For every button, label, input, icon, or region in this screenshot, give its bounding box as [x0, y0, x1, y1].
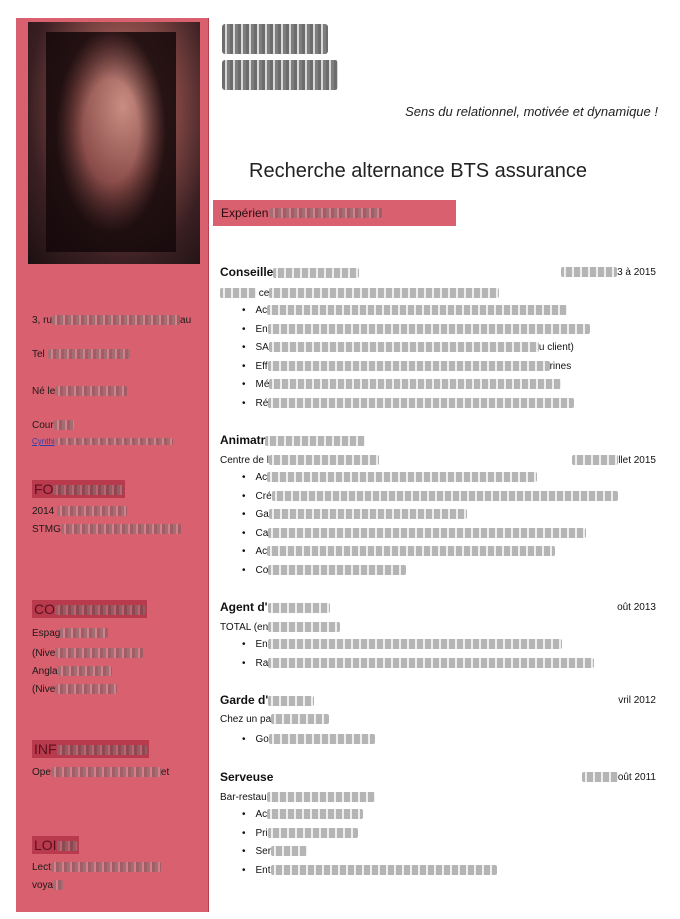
list-item: • Ra — [242, 655, 594, 674]
job-bullets — [242, 806, 497, 880]
address: 3, ru au — [32, 315, 192, 326]
list-item: • Ac — [242, 469, 618, 488]
loisirs-line: voya — [32, 880, 63, 891]
list-item: • Ac — [242, 806, 497, 825]
list-item: • Mé — [242, 376, 590, 395]
competence-line: (Nive — [32, 648, 143, 659]
job-date: oût 2011 — [582, 772, 656, 783]
job-title: Agent d' — [220, 600, 330, 614]
job-employer: TOTAL (en — [220, 622, 340, 633]
job-title: Serveuse — [220, 770, 274, 784]
page-title: Recherche alternance BTS assurance — [249, 160, 587, 182]
list-item: • Cré — [242, 488, 618, 507]
list-item: • Ac — [242, 302, 590, 321]
list-item: • Go — [242, 731, 375, 750]
list-item: • En — [242, 636, 594, 655]
email-link[interactable]: Cynthi — [32, 436, 173, 447]
tagline: Sens du relationnel, motivée et dynamique ! — [405, 104, 658, 119]
job-date: 3 à 2015 — [561, 267, 656, 278]
informatique-line: Ope et — [32, 767, 170, 778]
list-item: • Ga — [242, 506, 618, 525]
candidate-name — [222, 24, 338, 96]
job-employer: Chez un pa — [220, 714, 329, 725]
job-title: Conseille — [220, 265, 359, 279]
list-item: • SA u client) — [242, 339, 590, 358]
formation-line: STMG — [32, 524, 181, 535]
list-item: • Pri — [242, 825, 497, 844]
competence-line: Espag — [32, 628, 108, 639]
competence-line: (Nive — [32, 684, 117, 695]
birth-date: Né le — [32, 386, 127, 397]
informatique-heading: INF — [32, 740, 149, 758]
list-item: • Ré — [242, 395, 590, 414]
experience-section-heading: Expérien — [213, 200, 456, 226]
list-item: • Ent — [242, 862, 497, 881]
list-item: • Ser — [242, 843, 497, 862]
job-employer: Centre de l — [220, 455, 379, 466]
job-employer: Bar-restau — [220, 792, 375, 803]
formation-line: 2014 — [32, 506, 127, 517]
list-item: • Co — [242, 562, 618, 581]
job-date: vril 2012 — [618, 695, 656, 706]
list-item: • Ac — [242, 543, 618, 562]
job-date: llet 2015 — [572, 455, 656, 466]
loisirs-line: Lect — [32, 862, 161, 873]
loisirs-heading: LOI — [32, 836, 79, 854]
list-item: • Eff rines — [242, 358, 590, 377]
job-employer: ce — [220, 288, 499, 299]
job-title: Garde d' — [220, 693, 314, 707]
job-date: oût 2013 — [617, 602, 656, 613]
list-item: • En — [242, 321, 590, 340]
competence-line: Angla — [32, 666, 112, 677]
list-item: • Ca — [242, 525, 618, 544]
job-bullets — [242, 731, 375, 750]
email-label: Cour — [32, 420, 74, 431]
job-title: Animatr — [220, 433, 365, 447]
formation-heading: FO — [32, 480, 125, 498]
telephone: Tel — [32, 349, 130, 360]
profile-photo — [28, 22, 200, 264]
job-bullets — [242, 302, 590, 413]
job-bullets — [242, 636, 594, 673]
job-bullets — [242, 469, 618, 580]
competences-heading: CO — [32, 600, 147, 618]
